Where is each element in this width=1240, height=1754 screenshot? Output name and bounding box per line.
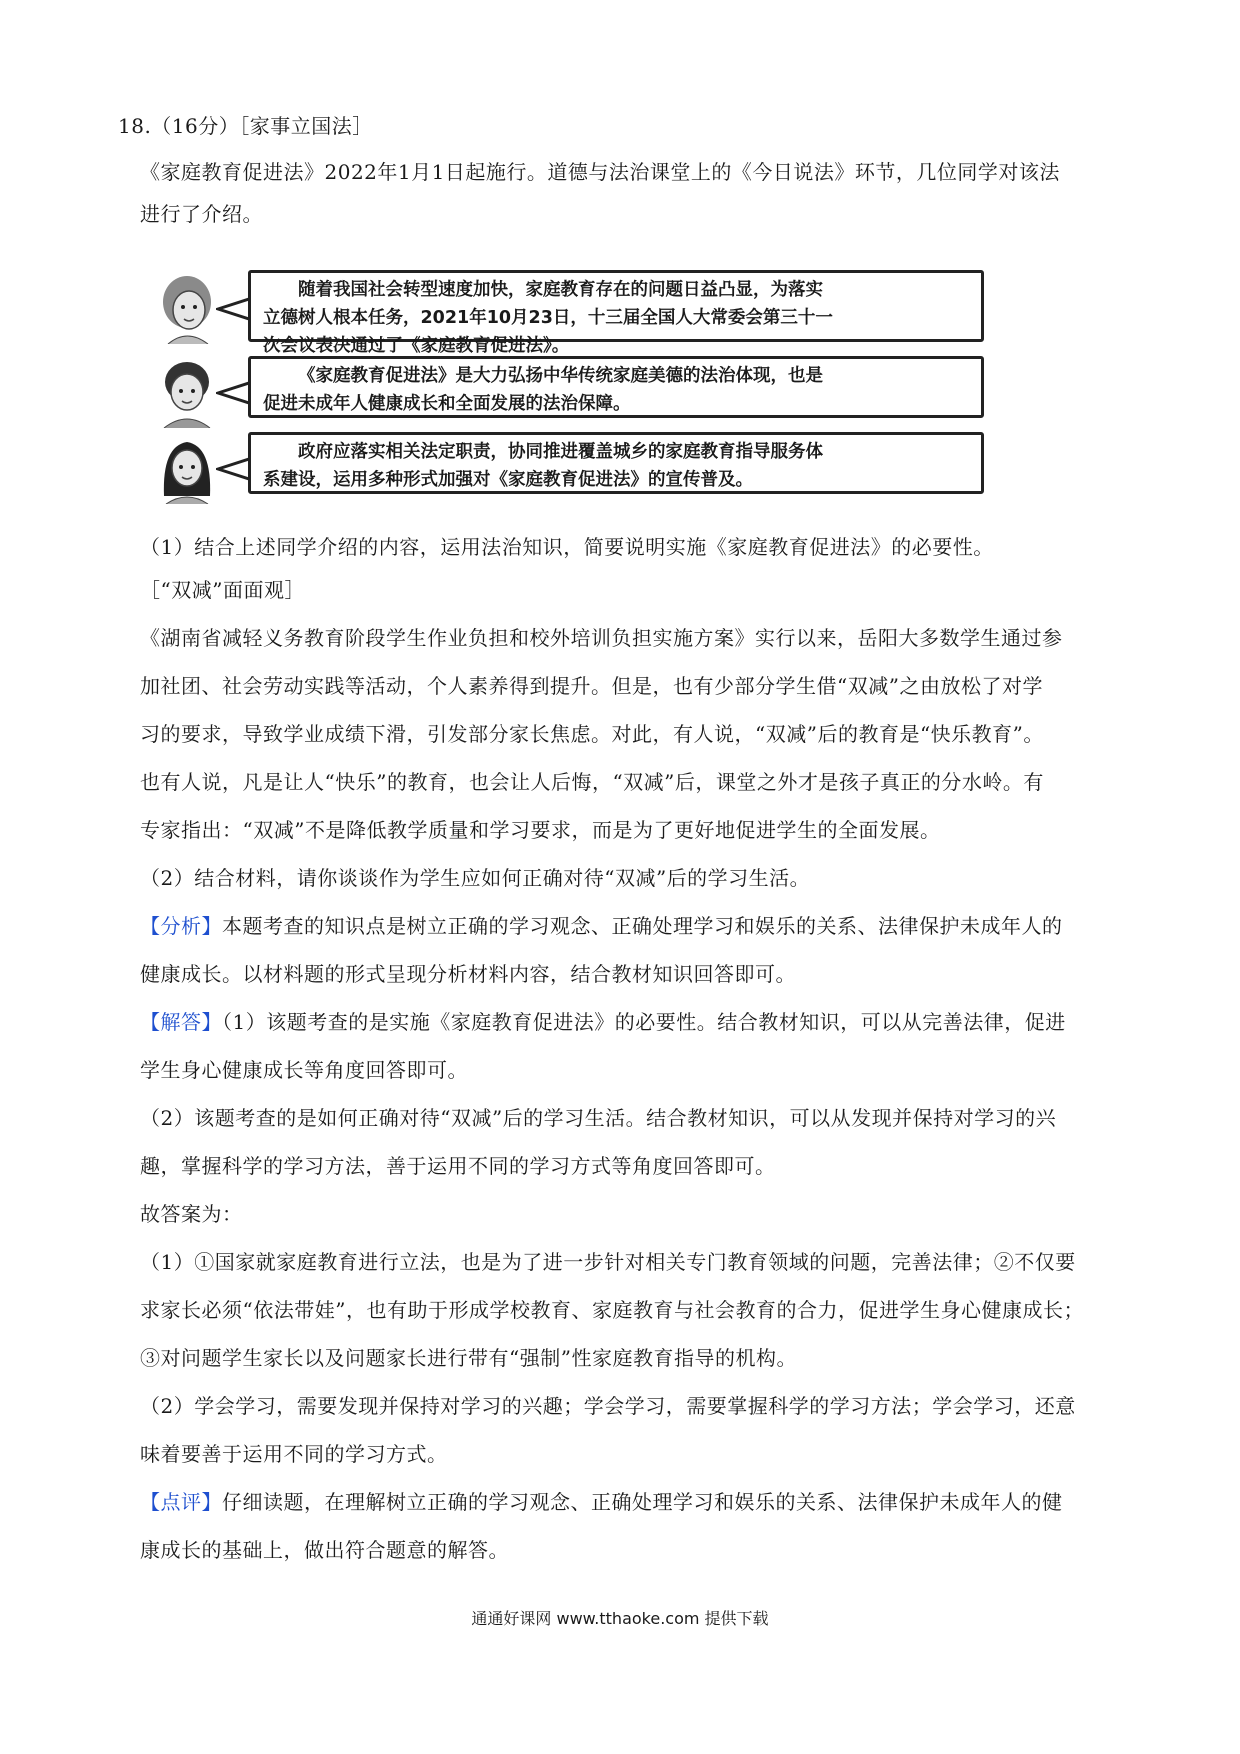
comment-line-1 — [140, 1488, 1130, 1516]
speech-1-line-2: 立德树人根本任务，2021年10月23日，十三届全国人大常委会第三十一 — [263, 308, 833, 328]
answer-line-4: 趣，掌握科学的学习方法，善于运用不同的学习方式等角度回答即可。 — [140, 1154, 776, 1178]
answer-line-2: 学生身心健康成长等角度回答即可。 — [140, 1058, 468, 1082]
speech-3-line-1: 政府应落实相关法定职责，协同推进覆盖城乡的家庭教育指导服务体 — [298, 442, 823, 462]
analysis-line-2: 健康成长。以材料题的形式呈现分析材料内容，结合教材知识回答即可。 — [140, 962, 796, 986]
speech-bubble-2 — [248, 356, 984, 418]
speech-3-line-2: 系建设，运用多种形式加强对《家庭教育促进法》的宣传普及。 — [263, 470, 753, 490]
student-dialogue-figure — [150, 270, 990, 510]
analysis-tag: 【分析】 — [140, 914, 222, 938]
comment-line-2: 康成长的基础上，做出符合题意的解答。 — [140, 1538, 509, 1562]
answer-line-7: 求家长必须“依法带娃”，也有助于形成学校教育、家庭教育与社会教育的合力，促进学生身心健康成长； — [140, 1298, 1084, 1322]
answer-line-8: ③对问题学生家长以及问题家长进行带有“强制”性家庭教育指导的机构。 — [140, 1346, 797, 1370]
student-avatar-icon — [154, 356, 220, 428]
intro-line-2: 进行了介绍。 — [140, 202, 263, 226]
student-avatar-icon — [154, 432, 220, 504]
analysis-text-1: 本题考查的知识点是树立正确的学习观念、正确处理学习和娱乐的关系、法律保护未成年人的 — [222, 914, 1063, 938]
speech-1-line-1: 随着我国社会转型速度加快，家庭教育存在的问题日益凸显，为落实 — [298, 280, 823, 300]
material-line-1: 《湖南省减轻义务教育阶段学生作业负担和校外培训负担实施方案》实行以来，岳阳大多数学生通过参 — [140, 626, 1063, 650]
material-line-2: 加社团、社会劳动实践等活动，个人素养得到提升。但是，也有少部分学生借“双减”之由放松了对学 — [140, 674, 1043, 698]
speech-tail-2 — [216, 378, 252, 408]
speech-2-line-1: 《家庭教育促进法》是大力弘扬中华传统家庭美德的法治体现，也是 — [298, 366, 823, 386]
question-2: （2）结合材料，请你谈谈作为学生应如何正确对待“双减”后的学习生活。 — [140, 866, 811, 890]
speech-bubble-1 — [248, 270, 984, 356]
answer-line-9: （2）学会学习，需要发现并保持对学习的兴趣；学会学习，需要掌握科学的学习方法；学会学习，还意 — [140, 1394, 1076, 1418]
material-line-3: 习的要求，导致学业成绩下滑，引发部分家长焦虑。对此，有人说，“双减”后的教育是“快乐教育”。 — [140, 722, 1044, 746]
answer-line-5: 故答案为： — [140, 1202, 243, 1226]
answer-text-1: （1）该题考查的是实施《家庭教育促进法》的必要性。结合教材知识，可以从完善法律，促进 — [222, 1010, 1066, 1034]
intro-line-1: 《家庭教育促进法》2022年1月1日起施行。道德与法治课堂上的《今日说法》环节，几位同学对该法 — [140, 160, 1060, 184]
speech-row-3 — [150, 430, 990, 506]
speech-2-line-2: 促进未成年人健康成长和全面发展的法治保障。 — [263, 394, 631, 414]
speech-bubble-3 — [248, 432, 984, 494]
speech-row-1 — [150, 270, 990, 356]
speech-row-2 — [150, 354, 990, 430]
answer-line-1 — [140, 1008, 1130, 1036]
answer-line-6: （1）①国家就家庭教育进行立法，也是为了进一步针对相关专门教育领域的问题，完善法律；②不仅要 — [140, 1250, 1076, 1274]
material-line-5: 专家指出：“双减”不是降低教学质量和学习要求，而是为了更好地促进学生的全面发展。 — [140, 818, 941, 842]
question-heading: 18.（16分）［家事立国法］ — [118, 114, 373, 138]
analysis-line-1 — [140, 912, 1130, 940]
page-footer: 通通好课网 www.tthaoke.com 提供下载 — [471, 1609, 769, 1628]
student-avatar-icon — [154, 272, 220, 344]
speech-tail-1 — [216, 294, 252, 324]
speech-1-line-3: 次会议表决通过了《家庭教育促进法》。 — [263, 336, 570, 356]
question-1: （1）结合上述同学介绍的内容，运用法治知识，简要说明实施《家庭教育促进法》的必要性。 — [140, 535, 994, 559]
comment-tag: 【点评】 — [140, 1490, 222, 1514]
speech-tail-3 — [216, 454, 252, 484]
answer-line-10: 味着要善于运用不同的学习方式。 — [140, 1442, 448, 1466]
answer-tag: 【解答】 — [140, 1010, 222, 1034]
section-2-title: ［“双减”面面观］ — [140, 578, 305, 602]
comment-text-1: 仔细读题，在理解树立正确的学习观念、正确处理学习和娱乐的关系、法律保护未成年人的健 — [222, 1490, 1063, 1514]
answer-line-3: （2）该题考查的是如何正确对待“双减”后的学习生活。结合教材知识，可以从发现并保持对学习的兴 — [140, 1106, 1057, 1130]
material-line-4: 也有人说，凡是让人“快乐”的教育，也会让人后悔，“双减”后，课堂之外才是孩子真正的分水岭。有 — [140, 770, 1044, 794]
